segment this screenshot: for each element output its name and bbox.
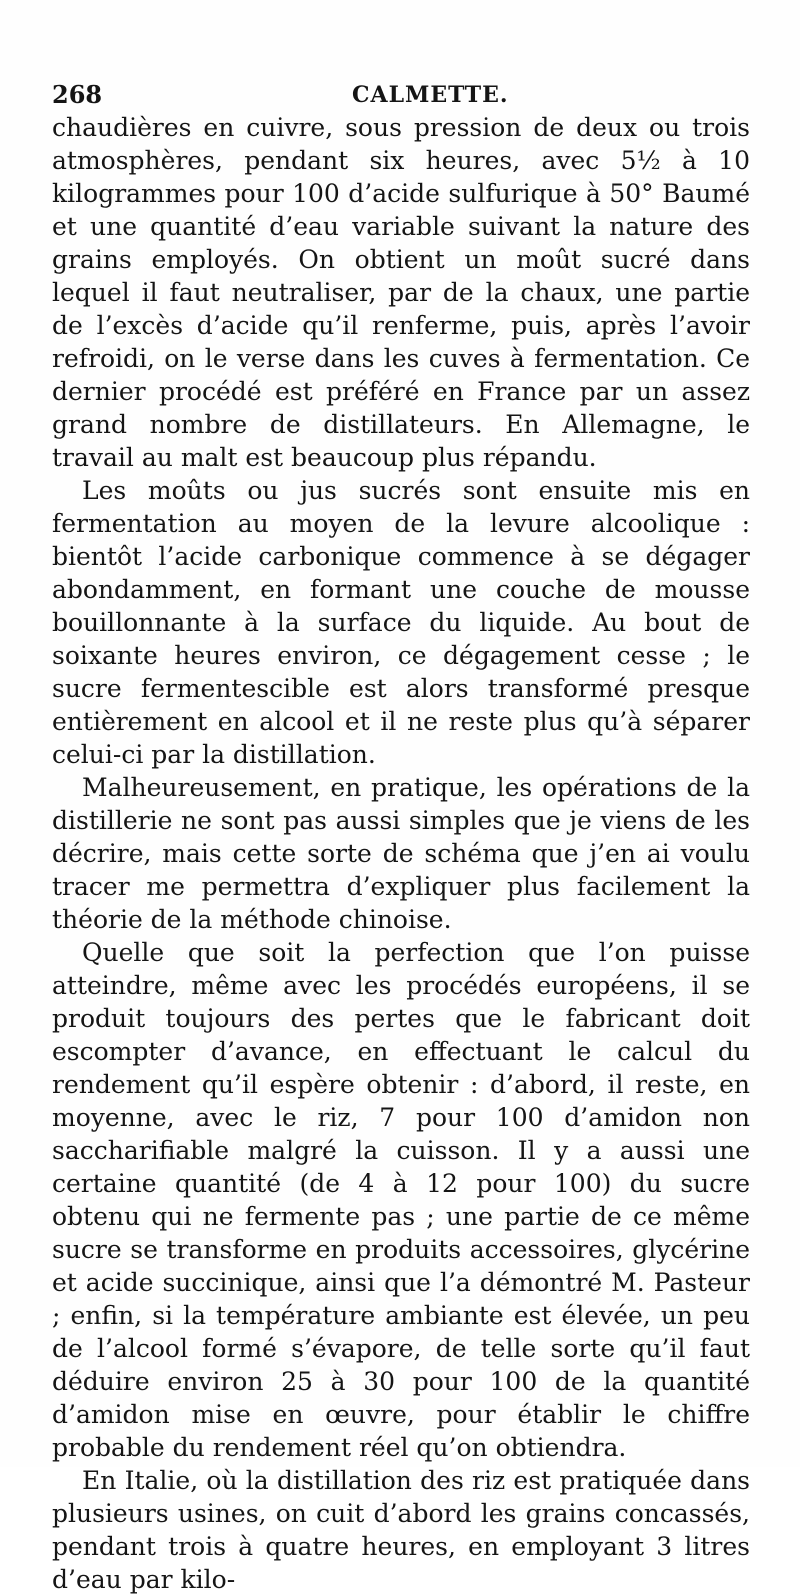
body-text bbox=[52, 111, 750, 1596]
paragraph: En Italie, où la distillation des riz est pratiquée dans plusieurs usines, on cuit d’abord les grains concassés, pendant trois à quatre heures, en employant 3 litres d’eau par kilo- bbox=[52, 1466, 750, 1594]
running-head: CALMETTE. bbox=[352, 82, 509, 108]
paragraph: Les moûts ou jus sucrés sont ensuite mis en fermentation au moyen de la levure alcoolique : bientôt l’acide carbonique commence à se dégager abondamment, en formant une couche de mousse bouillonnante à la surface du liquide. Au bout de soixante heures environ, ce dégagement cesse ; le sucre fermentescible est alors transformé presque entièrement en alcool et il ne reste plus qu’à séparer celui-ci par la distillation. bbox=[52, 476, 750, 769]
paragraph: Malheureusement, en pratique, les opérations de la distillerie ne sont pas aussi simples que je viens de les décrire, mais cette sorte de schéma que j’en ai voulu tracer me permettra d’expliquer plus facilement la théorie de la méthode chinoise. bbox=[52, 773, 750, 934]
paragraph: chaudières en cuivre, sous pression de deux ou trois atmosphères, pendant six heures, avec 5½ à 10 kilogrammes pour 100 d’acide sulfurique à 50° Baumé et une quantité d’eau variable suivant la nature des grains employés. On obtient un moût sucré dans lequel il faut neutraliser, par de la chaux, une partie de l’excès d’acide qu’il renferme, puis, après l’avoir refroidi, on le verse dans les cuves à fermentation. Ce dernier procédé est préféré en France par un assez grand nombre de distillateurs. En Allemagne, le travail au malt est beaucoup plus répandu. bbox=[52, 113, 750, 472]
page-header bbox=[52, 80, 750, 110]
page-number: 268 bbox=[52, 80, 103, 109]
paragraph: Quelle que soit la perfection que l’on puisse atteindre, même avec les procédés européens, il se produit toujours des pertes que le fabricant doit escompter d’avance, en effectuant le calcul du rendement qu’il espère obtenir : d’abord, il reste, en moyenne, avec le riz, 7 pour 100 d’amidon non saccharifiable malgré la cuisson. Il y a aussi une certaine quantité (de 4 à 12 pour 100) du sucre obtenu qui ne fermente pas ; une partie de ce même sucre se transforme en produits accessoires, glycérine et acide succinique, ainsi que l’a démontré M. Pasteur ; enfin, si la température ambiante est élevée, un peu de l’alcool formé s’évapore, de telle sorte qu’il faut déduire environ 25 à 30 pour 100 de la quantité d’amidon mise en œuvre, pour établir le chiffre probable du rendement réel qu’on obtiendra. bbox=[52, 938, 750, 1462]
